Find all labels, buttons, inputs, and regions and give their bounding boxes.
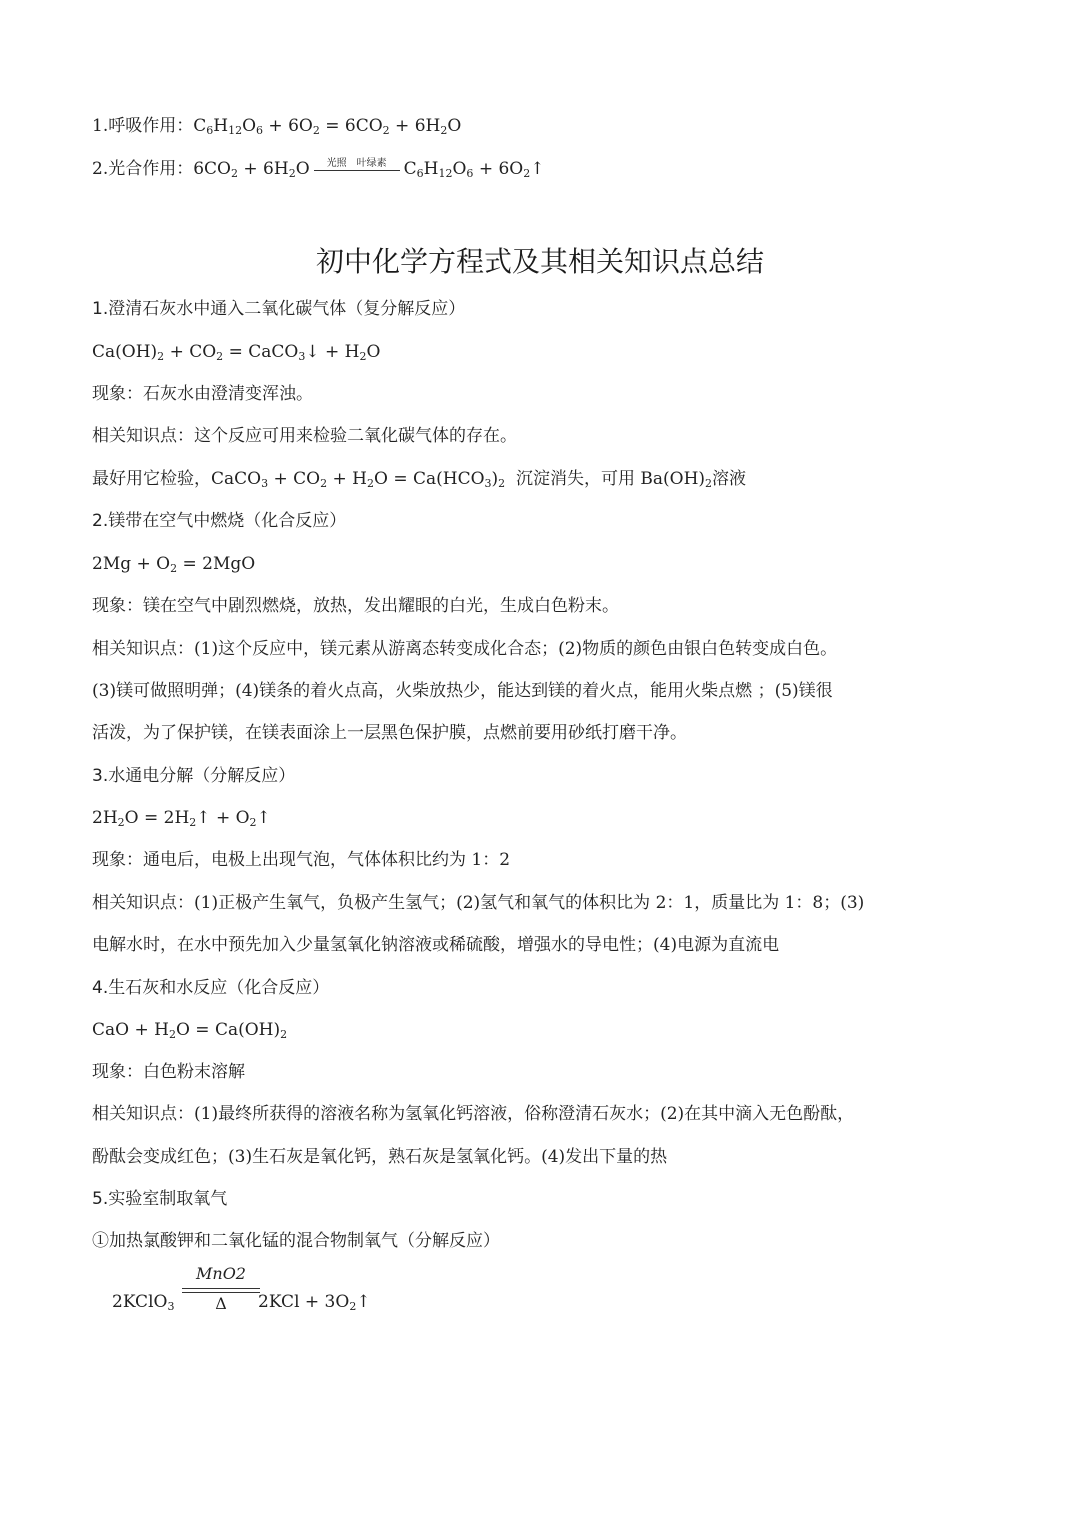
photosynthesis-label: 2.光合作用：: [92, 159, 194, 179]
section-1-extra-suffix: 溶液: [712, 469, 747, 489]
respiration-label: 1.呼吸作用：: [92, 116, 194, 136]
section-4-knowledge-2: 酚酞会变成红色；(3)生石灰是氧化钙，熟石灰是氢氧化钙。(4)发出下量的热: [92, 1147, 668, 1167]
section-1-extra: 最好用它检验，CaCO$_3$ + $CO_2 + H_2O = Ca(HCO_3)_2$ 沉淀消失，可用 $Ba(OH)_2$溶液: [92, 469, 747, 490]
reaction-condition: [314, 158, 400, 182]
section-2-knowledge-2: (3)镁可做照明弹；(4)镁条的着火点高，火柴放热少，能达到镁的着火点，能用火柴点燃 ；(5)镁很: [92, 681, 833, 701]
section-3-knowledge-2: 电解水时，在水中预先加入少量氢氧化钠溶液或稀硫酸，增强水的导电性；(4)电源为直流电: [92, 935, 780, 955]
section-1-phenomenon: 现象：石灰水由澄清变浑浊。: [92, 384, 313, 404]
catalyst-condition: [182, 1264, 260, 1314]
photosynthesis-condition: 光照 叶绿素: [326, 157, 387, 169]
section-1-extra-mid: 沉淀消失，可用: [515, 469, 635, 489]
section-4-phenomenon: 现象：白色粉末溶解: [92, 1062, 245, 1082]
respiration-equation: 1.呼吸作用：$C_6H_{12}O_6 + 6O_2 = 6CO_2 + 6H_2O$: [92, 116, 462, 137]
section-5-subheading: ①加热氯酸钾和二氧化锰的混合物制氧气（分解反应）: [92, 1231, 500, 1251]
section-3-heading: 3.水通电分解（分解反应）: [92, 766, 296, 786]
section-1-extra-prefix: 最好用它检验，: [92, 469, 211, 489]
catalyst-label: MnO2: [196, 1264, 246, 1283]
section-3-phenomenon: 现象：通电后，电极上出现气泡，气体体积比约为 1：2: [92, 850, 511, 870]
reaction-bar: [314, 170, 400, 171]
equation-left: 2KClO$_3$: [112, 1292, 175, 1313]
section-2-heading: 2.镁带在空气中燃烧（化合反应）: [92, 511, 347, 531]
section-2-knowledge-3: 活泼，为了保护镁，在镁表面涂上一层黑色保护膜，点燃前要用砂纸打磨干净。: [92, 723, 687, 743]
section-4-heading: 4.生石灰和水反应（化合反应）: [92, 978, 330, 998]
section-5-equation: [112, 1290, 371, 1314]
equation-bar-bottom: [182, 1292, 260, 1293]
page-title: 初中化学方程式及其相关知识点总结: [315, 245, 764, 278]
section-3-equation: $2H_2O$ = $2H_2↑$ + $O_2↑$: [92, 808, 271, 829]
section-2-equation: $2Mg + O_2 = 2MgO$: [92, 554, 256, 575]
section-1-heading: 1.澄清石灰水中通入二氧化碳气体（复分解反应）: [92, 299, 466, 319]
section-1-knowledge: 相关知识点：这个反应可用来检验二氧化碳气体的存在。: [92, 426, 517, 446]
section-1-equation: $Ca(OH)_2 + CO_2$ = CaCO$_3$↓ + $H_2O$: [92, 342, 381, 363]
photosynthesis-equation: 2.光合作用：$6CO_2 + 6H_2O$ 光照 叶绿素 $C_6H_{12}O_6$ + $6O_2↑$: [92, 157, 544, 182]
equation-right: $2KCl + 3O_2↑$: [258, 1292, 371, 1313]
section-4-equation: CaO + $H_2O = Ca(OH)_2$: [92, 1020, 288, 1041]
section-4-knowledge-1: 相关知识点：(1)最终所获得的溶液名称为氢氧化钙溶液，俗称澄清石灰水；(2)在其中滴入无色酚酞，: [92, 1104, 855, 1124]
heat-symbol: Δ: [215, 1294, 227, 1313]
section-5-heading: 5.实验室制取氧气: [92, 1189, 228, 1209]
section-2-knowledge-1: 相关知识点：(1)这个反应中，镁元素从游离态转变成化合态；(2)物质的颜色由银白色转变成白色。: [92, 639, 838, 659]
section-3-knowledge-1: 相关知识点：(1)正极产生氧气，负极产生氢气；(2)氢气和氧气的体积比为 2：1，质量比为 1：8；(3): [92, 893, 865, 913]
section-2-phenomenon: 现象：镁在空气中剧烈燃烧，放热，发出耀眼的白光，生成白色粉末。: [92, 596, 619, 616]
equation-bar-top: [182, 1288, 260, 1289]
